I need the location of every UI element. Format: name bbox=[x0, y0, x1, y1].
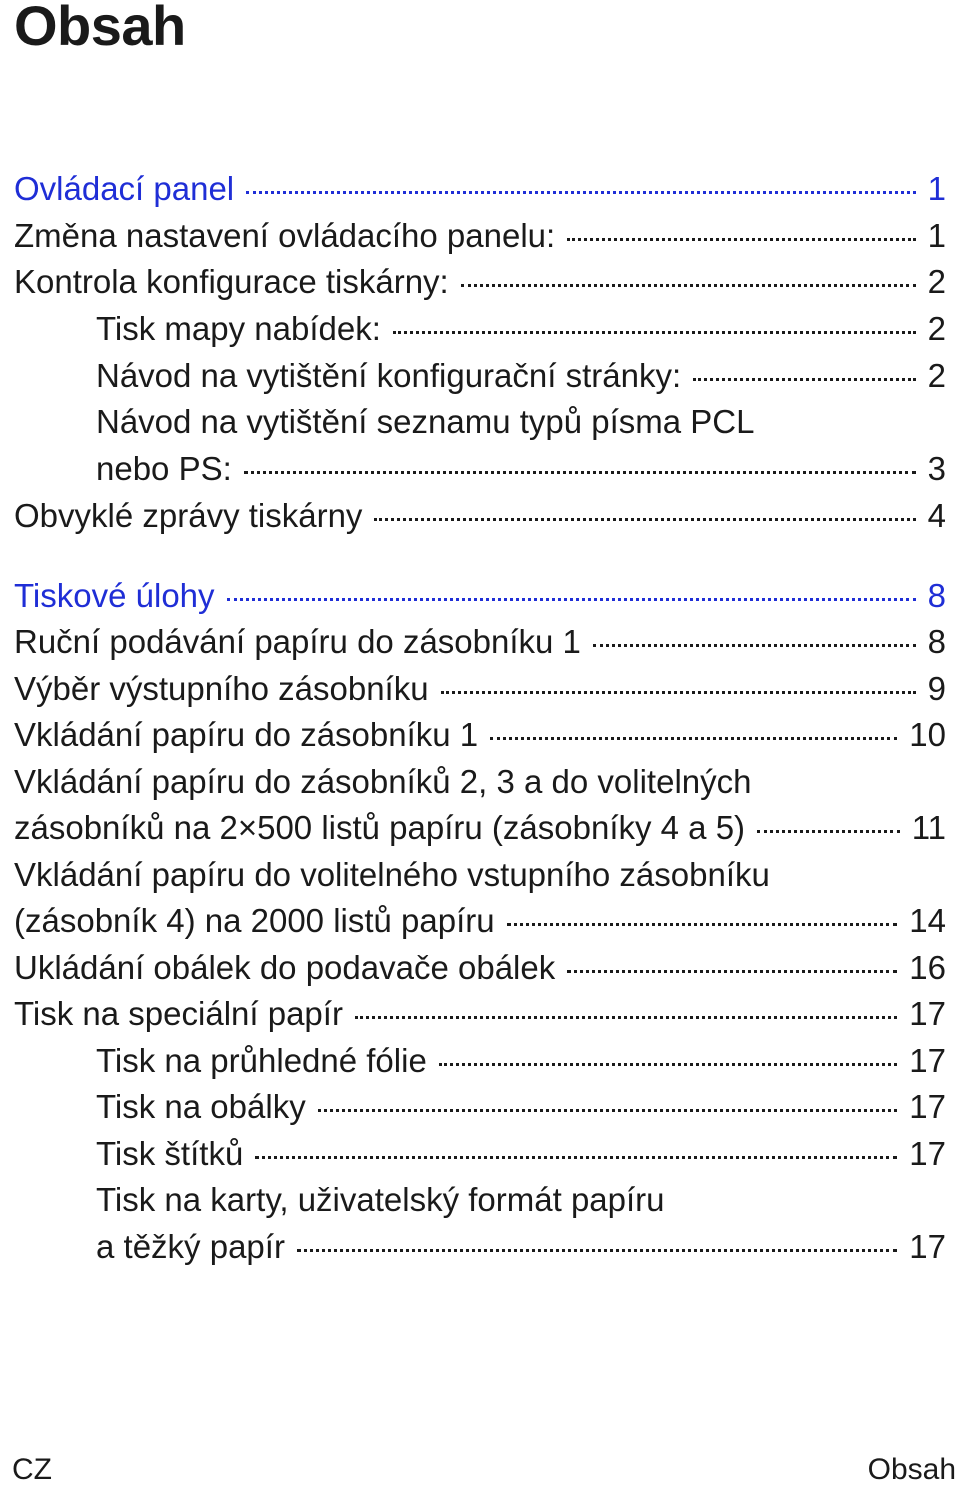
toc-page-number: 2 bbox=[927, 357, 946, 394]
leader-dots bbox=[490, 737, 897, 740]
toc-entry-label: Ukládání obálek do podavače obálek bbox=[14, 949, 556, 986]
leader-dots bbox=[255, 1156, 897, 1159]
toc-page-number: 10 bbox=[909, 716, 946, 753]
toc-page-number: 8 bbox=[927, 577, 946, 614]
toc-page-number: 2 bbox=[927, 263, 946, 300]
toc-entry-label: Ruční podávání papíru do zásobníku 1 bbox=[14, 623, 581, 660]
toc-entry-navod-seznam-pisma[interactable] bbox=[96, 447, 946, 491]
toc-entry-tisk-mapy-nabidek[interactable] bbox=[96, 307, 946, 351]
toc-page-number: 14 bbox=[909, 902, 946, 939]
toc-entry-label: Kontrola konfigurace tiskárny: bbox=[14, 263, 449, 300]
leader-dots bbox=[374, 518, 915, 521]
toc-entry-label: Tisk na průhledné fólie bbox=[96, 1042, 427, 1079]
toc-entry-tisk-pruhledne-folie[interactable] bbox=[96, 1039, 946, 1083]
toc-entry-label: Návod na vytištění konfigurační stránky: bbox=[96, 357, 682, 394]
leader-dots bbox=[393, 331, 916, 334]
footer-section-title: Obsah bbox=[867, 1453, 956, 1486]
toc-entry-label: a těžký papír bbox=[96, 1228, 285, 1265]
toc-page-number: 1 bbox=[927, 217, 946, 254]
leader-dots bbox=[244, 471, 916, 474]
toc-page-number: 3 bbox=[927, 450, 946, 487]
toc-entry-rucni-podavani[interactable] bbox=[14, 620, 946, 664]
toc-entry-kontrola-konfigurace[interactable] bbox=[14, 260, 946, 304]
toc-page-number: 1 bbox=[927, 170, 946, 207]
page-title: Obsah bbox=[14, 0, 186, 57]
toc-page-number: 11 bbox=[911, 809, 946, 846]
toc-entry-label: Tisk štítků bbox=[96, 1135, 244, 1172]
footer-language-code: CZ bbox=[12, 1453, 52, 1486]
toc-entry-navod-konfiguracni-stranky[interactable] bbox=[96, 354, 946, 398]
toc-page-number: 17 bbox=[909, 1228, 946, 1265]
toc-entry-tisk-stitku[interactable] bbox=[96, 1132, 946, 1176]
toc-entry-label: Tisk mapy nabídek: bbox=[96, 310, 381, 347]
toc-entry-tisk-specialni-papir[interactable] bbox=[14, 992, 946, 1036]
toc-entry-vkladani-zasobnik-1[interactable] bbox=[14, 713, 946, 757]
toc-entry-vyber-vystupniho[interactable] bbox=[14, 667, 946, 711]
leader-dots bbox=[227, 598, 916, 601]
leader-dots bbox=[297, 1249, 897, 1252]
toc-entry-label: Výběr výstupního zásobníku bbox=[14, 670, 429, 707]
toc-entry-vkladani-zasobniky-2-3[interactable] bbox=[14, 806, 946, 850]
toc-entry-continuation: Návod na vytištění seznamu typů písma PCL bbox=[96, 403, 755, 440]
leader-dots bbox=[441, 691, 916, 694]
toc-page-number: 17 bbox=[909, 1042, 946, 1079]
toc-page-number: 17 bbox=[909, 995, 946, 1032]
toc-page-number: 2 bbox=[927, 310, 946, 347]
toc-page-number: 8 bbox=[927, 623, 946, 660]
toc-entry-label: Tisk na speciální papír bbox=[14, 995, 343, 1032]
toc-entry-tisk-karty[interactable] bbox=[96, 1225, 946, 1269]
toc-entry-tiskove-ulohy[interactable] bbox=[14, 574, 946, 618]
toc-page-number: 17 bbox=[909, 1088, 946, 1125]
toc-entry-ukladani-obalek[interactable] bbox=[14, 946, 946, 990]
toc-entry-label: Vkládání papíru do zásobníku 1 bbox=[14, 716, 479, 753]
toc-entry-label: Tisk na obálky bbox=[96, 1088, 306, 1125]
leader-dots bbox=[318, 1109, 898, 1112]
toc-entry-continuation: Vkládání papíru do volitelného vstupního zásobníku bbox=[14, 856, 770, 893]
toc-entry-label: zásobníků na 2×500 listů papíru (zásobníky 4 a 5) bbox=[14, 809, 746, 846]
leader-dots bbox=[507, 923, 898, 926]
toc-entry-zmena-nastaveni[interactable] bbox=[14, 214, 946, 258]
toc-entry-obvykle-zpravy[interactable] bbox=[14, 494, 946, 538]
toc-page-number: 16 bbox=[909, 949, 946, 986]
toc-entry-continuation: Tisk na karty, uživatelský formát papíru bbox=[96, 1181, 665, 1218]
toc-entry-label: Obvyklé zprávy tiskárny bbox=[14, 497, 363, 534]
toc-entry-label: (zásobník 4) na 2000 listů papíru bbox=[14, 902, 495, 939]
toc-entry-vkladani-2000-listu[interactable] bbox=[14, 899, 946, 943]
toc-entry-label: Změna nastavení ovládacího panelu: bbox=[14, 217, 556, 254]
leader-dots bbox=[693, 378, 916, 381]
toc-entry-continuation: Vkládání papíru do zásobníků 2, 3 a do volitelných bbox=[14, 763, 752, 800]
leader-dots bbox=[757, 830, 900, 833]
toc-entry-ovladaci-panel[interactable] bbox=[14, 167, 946, 211]
toc-entry-tisk-obalky[interactable] bbox=[96, 1085, 946, 1129]
leader-dots bbox=[246, 191, 916, 194]
leader-dots bbox=[567, 970, 897, 973]
toc-page-number: 17 bbox=[909, 1135, 946, 1172]
toc-entry-label: nebo PS: bbox=[96, 450, 232, 487]
toc-page-number: 4 bbox=[927, 497, 946, 534]
leader-dots bbox=[439, 1063, 897, 1066]
toc-entry-label: Ovládací panel bbox=[14, 170, 235, 207]
leader-dots bbox=[567, 238, 915, 241]
leader-dots bbox=[593, 644, 916, 647]
leader-dots bbox=[355, 1016, 897, 1019]
toc-entry-label: Tiskové úlohy bbox=[14, 577, 215, 614]
toc-page-number: 9 bbox=[927, 670, 946, 707]
leader-dots bbox=[461, 284, 916, 287]
